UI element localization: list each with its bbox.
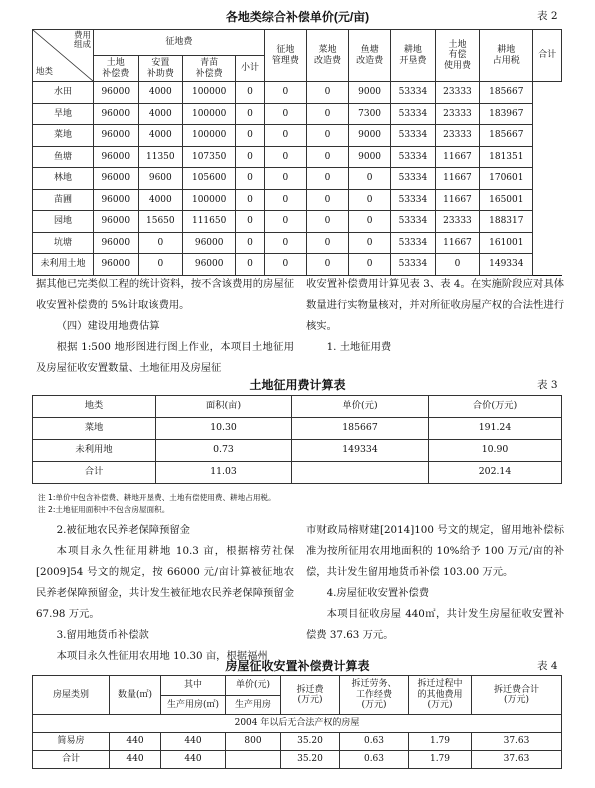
t2-cell: 0 xyxy=(349,254,391,276)
header-total: 合计 xyxy=(533,30,562,82)
t2-cell: 161001 xyxy=(480,232,533,254)
section2-right xyxy=(306,520,564,646)
t2-cell: 0 xyxy=(435,254,480,276)
t4-cell: 440 xyxy=(110,751,161,769)
t4-cell: 440 xyxy=(110,733,161,751)
table3-number: 表 3 xyxy=(537,379,558,391)
t3-row xyxy=(33,440,562,462)
table3-note-2: 注 2:土地征用面积中不包含房屋面积。 xyxy=(38,505,170,514)
t4-header-type: 房屋类别 xyxy=(33,676,110,715)
header-youchang: 土地 有偿 使用费 xyxy=(435,30,480,82)
subheading: （四）建设用地费估算 xyxy=(56,320,160,332)
t2-cell: 未利用土地 xyxy=(33,254,94,276)
t2-cell: 0 xyxy=(264,189,306,211)
t2-cell: 9600 xyxy=(138,168,183,190)
section1-left xyxy=(36,274,294,379)
t2-cell: 0 xyxy=(349,232,391,254)
subheading: 4.房屋征收安置补偿费 xyxy=(326,587,430,599)
t2-row xyxy=(33,103,562,125)
t3-row xyxy=(33,418,562,440)
t2-cell: 107350 xyxy=(183,146,236,168)
header-zhanyong: 耕地 占用税 xyxy=(480,30,533,82)
t2-cell: 4000 xyxy=(138,125,183,147)
t2-row xyxy=(33,146,562,168)
paragraph: 根据 1:500 地形图进行图上作业，本项目土地征用及房屋征收安置数量、土地征用及房屋征 xyxy=(36,341,294,374)
table2 xyxy=(32,29,562,276)
t2-row xyxy=(33,189,562,211)
t4-cell: 37.63 xyxy=(472,751,562,769)
t4-cell: 0.63 xyxy=(340,733,409,751)
t4-cell: 35.20 xyxy=(281,733,340,751)
t2-cell: 0 xyxy=(236,254,265,276)
t2-cell: 0 xyxy=(236,168,265,190)
group-header-zhengdi: 征地费 xyxy=(94,30,265,56)
t2-cell: 185667 xyxy=(480,125,533,147)
t2-row xyxy=(33,125,562,147)
t4-cell: 800 xyxy=(226,733,281,751)
t3-cell: 191.24 xyxy=(429,418,562,440)
t2-cell: 23333 xyxy=(435,125,480,147)
t3-cell: 185667 xyxy=(292,418,429,440)
t2-cell: 111650 xyxy=(183,211,236,233)
t2-cell: 苗圃 xyxy=(33,189,94,211)
t3-cell: 10.30 xyxy=(156,418,292,440)
t2-row xyxy=(33,168,562,190)
corner-top-2: 组成 xyxy=(73,40,91,51)
t3-cell: 菜地 xyxy=(33,418,156,440)
t3-cell: 202.14 xyxy=(429,462,562,484)
t2-cell: 11667 xyxy=(435,189,480,211)
table4-number: 表 4 xyxy=(537,660,558,672)
t4-header-price: 单价(元) xyxy=(226,676,281,696)
section1-right xyxy=(306,274,564,358)
t2-cell: 0 xyxy=(306,232,348,254)
t2-cell: 53334 xyxy=(391,168,436,190)
t2-cell: 0 xyxy=(138,232,183,254)
t2-cell: 53334 xyxy=(391,146,436,168)
header-caidi: 菜地 改造费 xyxy=(306,30,348,82)
t2-cell: 4000 xyxy=(138,103,183,125)
paragraph: 本项目永久性征用农用地 10.30 亩，根据福州 xyxy=(56,650,268,662)
t2-cell: 96000 xyxy=(94,189,139,211)
t4-cell: 440 xyxy=(161,751,226,769)
t2-cell: 0 xyxy=(349,211,391,233)
t2-cell: 96000 xyxy=(94,125,139,147)
subheading: 1. 土地征用费 xyxy=(326,341,392,353)
t2-cell: 105600 xyxy=(183,168,236,190)
t3-header-area: 面积(亩) xyxy=(156,396,292,418)
table2-corner-cell xyxy=(33,30,94,82)
t3-header-sum: 合价(万元) xyxy=(429,396,562,418)
t2-cell: 100000 xyxy=(183,82,236,104)
t3-cell: 149334 xyxy=(292,440,429,462)
section2-left xyxy=(36,520,294,667)
t2-cell: 0 xyxy=(306,125,348,147)
t4-header-total: 拆迁费合计 (万元) xyxy=(472,676,562,715)
t2-row xyxy=(33,232,562,254)
t2-cell: 0 xyxy=(236,232,265,254)
t2-cell: 水田 xyxy=(33,82,94,104)
header-qingmiao: 青苗 补偿费 xyxy=(183,56,236,82)
t2-cell: 185667 xyxy=(480,82,533,104)
t2-cell: 11350 xyxy=(138,146,183,168)
t2-cell: 96000 xyxy=(94,103,139,125)
t2-cell: 15650 xyxy=(138,211,183,233)
t2-cell: 0 xyxy=(236,103,265,125)
t4-header-labor: 拆迁劳务、 工作经费 (万元) xyxy=(340,676,409,715)
t2-row xyxy=(33,82,562,104)
t2-cell: 23333 xyxy=(435,82,480,104)
paragraph: 收安置补偿费用计算见表 3、表 4。在实施阶段应对具体数量进行实物量核对，并对所征收房屋产权的合法性进行核实。 xyxy=(306,278,564,332)
t2-cell: 0 xyxy=(306,146,348,168)
t2-cell: 165001 xyxy=(480,189,533,211)
t2-cell: 鱼塘 xyxy=(33,146,94,168)
t2-cell: 23333 xyxy=(435,103,480,125)
t2-cell: 53334 xyxy=(391,211,436,233)
t2-cell: 11667 xyxy=(435,232,480,254)
t2-cell: 100000 xyxy=(183,189,236,211)
t3-row xyxy=(33,462,562,484)
t2-cell: 96000 xyxy=(183,232,236,254)
t3-header-type: 地类 xyxy=(33,396,156,418)
t3-cell: 11.03 xyxy=(156,462,292,484)
t2-cell: 188317 xyxy=(480,211,533,233)
t3-cell: 0.73 xyxy=(156,440,292,462)
t2-cell: 菜地 xyxy=(33,125,94,147)
t2-cell: 11667 xyxy=(435,168,480,190)
t4-cell: 1.79 xyxy=(409,751,472,769)
subheading: 2.被征地农民养老保障预留金 xyxy=(56,524,190,536)
t2-cell: 9000 xyxy=(349,82,391,104)
corner-bottom: 地类 xyxy=(36,67,54,78)
t4-header-sub: 生产用房(㎡) xyxy=(161,695,226,715)
t2-cell: 4000 xyxy=(138,189,183,211)
t2-cell: 96000 xyxy=(94,168,139,190)
t4-row xyxy=(33,751,562,769)
t2-cell: 0 xyxy=(349,168,391,190)
t4-header-price-sub: 生产用房 xyxy=(226,695,281,715)
t2-cell: 149334 xyxy=(480,254,533,276)
t2-cell: 0 xyxy=(264,211,306,233)
t4-cell: 0.63 xyxy=(340,751,409,769)
t2-cell: 96000 xyxy=(94,254,139,276)
t2-cell: 53334 xyxy=(391,232,436,254)
t2-cell: 96000 xyxy=(94,146,139,168)
t2-cell: 0 xyxy=(306,168,348,190)
t2-cell: 96000 xyxy=(94,211,139,233)
t2-cell: 旱地 xyxy=(33,103,94,125)
t4-row xyxy=(33,733,562,751)
t2-cell: 96000 xyxy=(94,82,139,104)
t3-header-price: 单价(元) xyxy=(292,396,429,418)
corner-top-1: 费用 xyxy=(73,31,91,41)
t2-cell: 7300 xyxy=(349,103,391,125)
t4-header-other: 拆迁过程中 的其他费用 (万元) xyxy=(409,676,472,715)
table3-note-1: 注 1:单价中包含补偿费、耕地开垦费、土地有偿使用费、耕地占用税。 xyxy=(38,493,276,502)
table2-title: 各地类综合补偿单价(元/亩) xyxy=(225,10,370,24)
t2-cell: 0 xyxy=(236,125,265,147)
t2-cell: 100000 xyxy=(183,103,236,125)
t4-cell: 440 xyxy=(161,733,226,751)
t4-section-row: 2004 年以后无合法产权的房屋 xyxy=(33,715,562,733)
paragraph: 据其他已完类似工程的统计资料，按不含该费用的房屋征收安置补偿费的 5%计取该费用。 xyxy=(36,278,294,311)
t2-cell: 53334 xyxy=(391,103,436,125)
t2-cell: 96000 xyxy=(94,232,139,254)
t2-cell: 0 xyxy=(306,211,348,233)
t2-cell: 0 xyxy=(349,189,391,211)
t4-header-qty: 数量(㎡) xyxy=(110,676,161,715)
t4-cell xyxy=(226,751,281,769)
t2-cell: 0 xyxy=(264,254,306,276)
t3-cell xyxy=(292,462,429,484)
paragraph: 本项目征收房屋 440㎡，共计发生房屋征收安置补偿费 37.63 万元。 xyxy=(306,608,564,641)
t2-cell: 0 xyxy=(264,232,306,254)
t3-cell: 未利用地 xyxy=(33,440,156,462)
t2-cell: 0 xyxy=(264,103,306,125)
table3 xyxy=(32,395,562,484)
t2-cell: 0 xyxy=(306,254,348,276)
paragraph: 本项目永久性征用耕地 10.3 亩，根据榕劳社保[2009]54 号文的规定，按 66000 元/亩计算被征地农民养老保障预留金，共计发生被征地农民养老保障预留金 67.98 万元。 xyxy=(36,545,294,620)
t2-cell: 林地 xyxy=(33,168,94,190)
header-yutang: 鱼塘 改造费 xyxy=(349,30,391,82)
t2-cell: 9000 xyxy=(349,125,391,147)
header-kaiken: 耕地 开垦费 xyxy=(391,30,436,82)
t2-cell: 0 xyxy=(264,82,306,104)
t3-cell: 10.90 xyxy=(429,440,562,462)
t2-row xyxy=(33,211,562,233)
t4-header-demolish: 拆迁费 (万元) xyxy=(281,676,340,715)
t2-cell: 53334 xyxy=(391,189,436,211)
t2-cell: 0 xyxy=(264,168,306,190)
t2-row xyxy=(33,254,562,276)
t4-cell: 1.79 xyxy=(409,733,472,751)
paragraph: 市财政局榕财建[2014]100 号文的规定，留用地补偿标准为按所征用农用地面积的 10%给予 100 万元/亩的补偿，共计发生留用地货币补偿 103.00 万元。 xyxy=(306,524,564,578)
t2-cell: 23333 xyxy=(435,211,480,233)
t4-cell: 37.63 xyxy=(472,733,562,751)
t2-cell: 0 xyxy=(236,82,265,104)
t2-cell: 53334 xyxy=(391,82,436,104)
header-subtotal: 小计 xyxy=(236,56,265,82)
t4-header-group: 其中 xyxy=(161,676,226,696)
subheading: 3.留用地货币补偿款 xyxy=(56,629,149,641)
t2-cell: 181351 xyxy=(480,146,533,168)
t2-cell: 0 xyxy=(236,189,265,211)
t4-cell: 35.20 xyxy=(281,751,340,769)
header-guanli: 征地 管理费 xyxy=(264,30,306,82)
t4-cell: 合计 xyxy=(33,751,110,769)
t2-cell: 坑塘 xyxy=(33,232,94,254)
t2-cell: 0 xyxy=(138,254,183,276)
t2-cell: 183967 xyxy=(480,103,533,125)
table2-number: 表 2 xyxy=(537,10,558,22)
t2-cell: 0 xyxy=(264,146,306,168)
t2-cell: 11667 xyxy=(435,146,480,168)
t2-cell: 0 xyxy=(306,189,348,211)
t2-cell: 0 xyxy=(236,146,265,168)
t3-cell: 合计 xyxy=(33,462,156,484)
t2-cell: 96000 xyxy=(183,254,236,276)
t2-cell: 9000 xyxy=(349,146,391,168)
t2-cell: 53334 xyxy=(391,254,436,276)
t2-cell: 0 xyxy=(306,103,348,125)
t2-cell: 4000 xyxy=(138,82,183,104)
t2-cell: 0 xyxy=(264,125,306,147)
t2-cell: 0 xyxy=(306,82,348,104)
t2-cell: 0 xyxy=(236,211,265,233)
table3-title: 土地征用费计算表 xyxy=(249,378,346,392)
header-tudi: 土地 补偿费 xyxy=(94,56,139,82)
table4 xyxy=(32,675,562,769)
t2-cell: 100000 xyxy=(183,125,236,147)
t2-cell: 园地 xyxy=(33,211,94,233)
t2-cell: 170601 xyxy=(480,168,533,190)
header-anzhi: 安置 补助费 xyxy=(138,56,183,82)
table4-title: 房屋征收安置补偿费计算表 xyxy=(225,659,370,673)
t2-cell: 53334 xyxy=(391,125,436,147)
t4-cell: 简易房 xyxy=(33,733,110,751)
